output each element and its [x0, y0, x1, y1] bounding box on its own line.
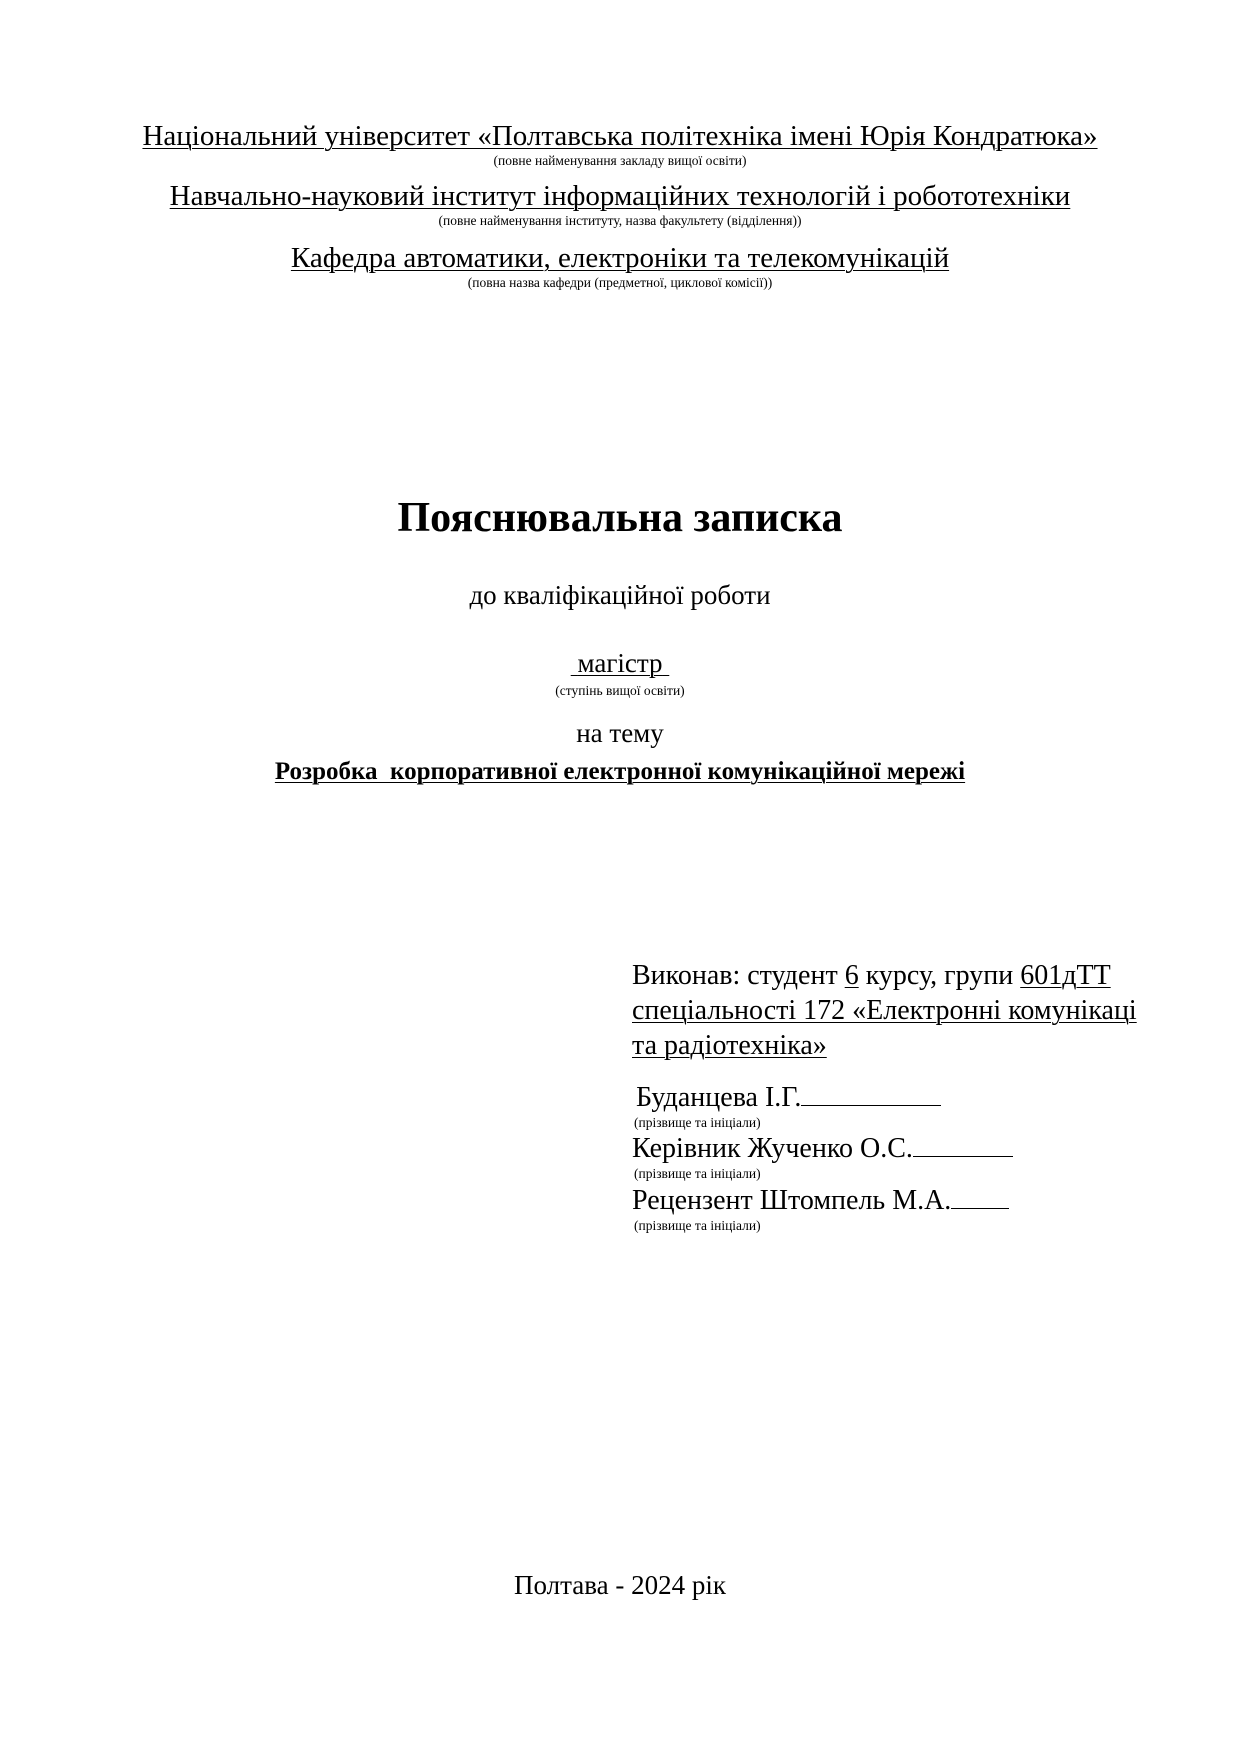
thesis-topic-text: Розробка корпоративної електронної комунікаційної мережі — [274, 758, 966, 785]
reviewer-line — [632, 1185, 1009, 1217]
student-name-line — [636, 1082, 941, 1114]
institute-name — [0, 180, 1240, 213]
institute-name-text: Навчально-науковий інститут інформаційних технологій і робототехніки — [169, 180, 1071, 212]
student-name: Буданцева І.Г. — [636, 1082, 802, 1113]
supervisor-line — [632, 1133, 1013, 1165]
student-signature-blank — [801, 1105, 941, 1106]
reviewer-hint: (прізвище та ініціали) — [634, 1218, 761, 1233]
specialty-text-cont: та радіотехніка» — [632, 1030, 827, 1061]
university-hint: (повне найменування закладу вищої освіти) — [493, 153, 747, 168]
course-text: курсу, групи — [858, 960, 1021, 991]
specialty-text: спеціальності 172 «Електронні комунікаці — [632, 995, 1137, 1026]
supervisor-signature-blank — [913, 1156, 1013, 1157]
supervisor-hint: (прізвище та ініціали) — [634, 1166, 761, 1181]
group-code: 601дТТ — [1020, 960, 1111, 991]
degree-text: магістр — [577, 648, 663, 678]
student-hint: (прізвище та ініціали) — [634, 1115, 761, 1130]
specialty-line — [632, 995, 1137, 1027]
city-year: Полтава - 2024 рік — [514, 1570, 726, 1600]
thesis-topic — [0, 758, 1240, 786]
degree — [0, 648, 1240, 679]
department-hint: (повна назва кафедри (предметної, циклової комісії)) — [467, 275, 773, 290]
performed-by-line — [632, 960, 1111, 992]
department-name — [0, 242, 1240, 275]
reviewer-name: Рецензент Штомпель М.А. — [632, 1185, 952, 1216]
course-number: 6 — [844, 960, 859, 991]
university-name-text: Національний університет «Полтавська політехніка імені Юрія Кондратюка» — [142, 120, 1098, 152]
document-title: Пояснювальна записка — [397, 495, 843, 541]
document-subtitle: до кваліфікаційної роботи — [469, 580, 771, 610]
institute-hint: (повне найменування інституту, назва факультету (відділення)) — [438, 213, 802, 228]
on-topic-label: на тему — [576, 718, 664, 748]
specialty-line-2 — [632, 1030, 827, 1062]
performed-prefix: Виконав: студент — [632, 960, 845, 991]
supervisor-name: Керівник Жученко О.С. — [632, 1133, 913, 1164]
department-name-text: Кафедра автоматики, електроніки та телекомунікацій — [290, 242, 950, 274]
degree-hint: (ступінь вищої освіти) — [555, 683, 685, 698]
university-name — [0, 120, 1240, 153]
reviewer-signature-blank — [951, 1208, 1009, 1209]
